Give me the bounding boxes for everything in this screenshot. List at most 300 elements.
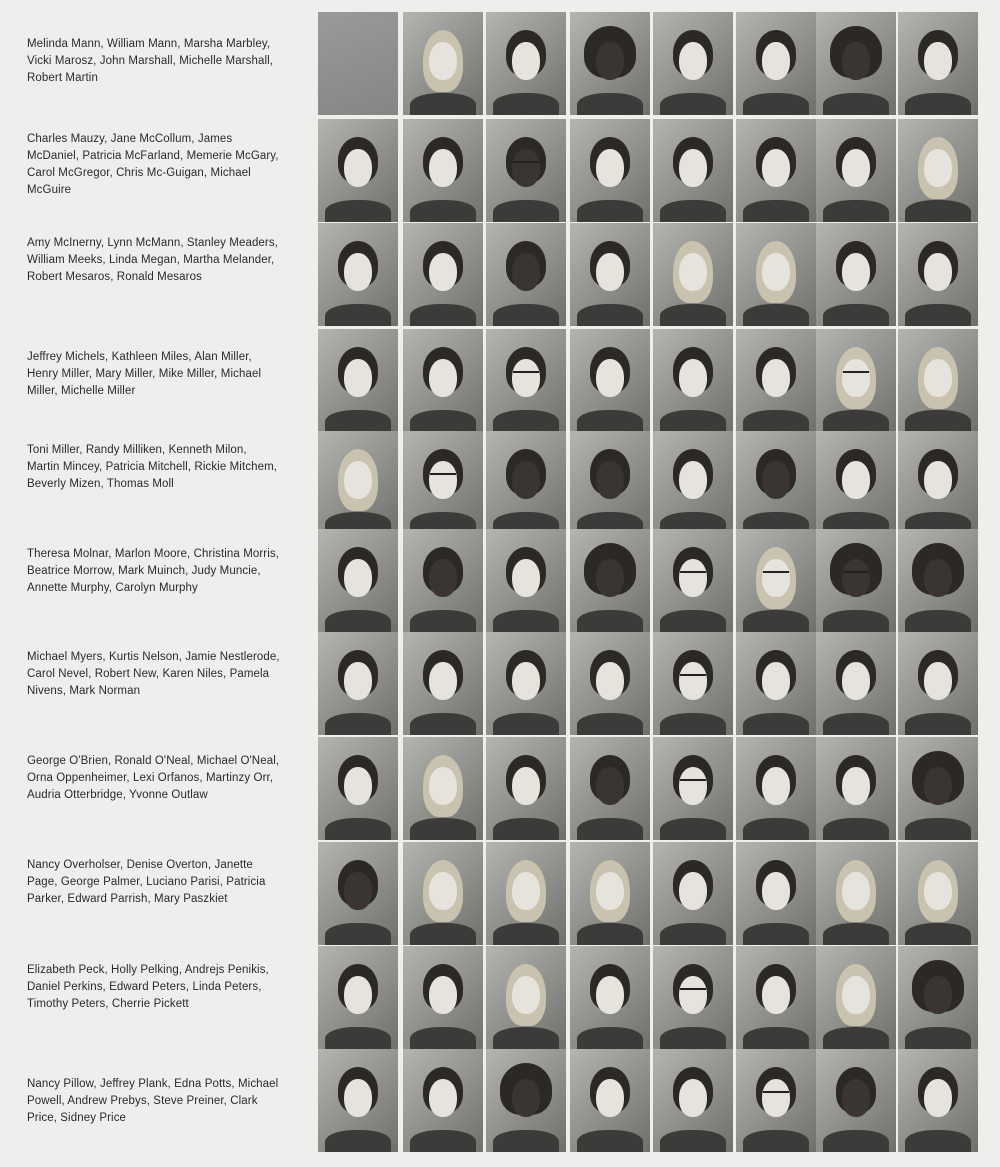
portrait-photo [736,737,816,840]
portrait-face [762,253,790,291]
portrait-face [512,149,540,187]
portrait-hair [506,449,546,495]
glasses-icon [680,988,706,995]
portrait-face [924,767,952,805]
glasses-icon [680,779,706,786]
portrait-clothing [743,304,809,326]
portrait-hair [590,137,630,183]
portrait-clothing [905,1027,971,1049]
portrait-hair [423,137,463,183]
portrait-face [344,872,372,910]
portrait-clothing [325,410,391,432]
portrait-clothing [325,304,391,326]
portrait-clothing [905,93,971,115]
portrait-clothing [660,1130,726,1152]
portrait-face [512,461,540,499]
portrait-hair [912,960,964,1012]
portrait-clothing [823,1130,889,1152]
glasses-icon [843,571,869,578]
portrait-photo [318,737,398,840]
portrait-photo [898,842,978,945]
portrait-photo [318,529,398,632]
portrait-hair [423,241,463,287]
caption-row-7: Michael Myers, Kurtis Nelson, Jamie Nestlerode, Carol Nevel, Robert New, Karen Niles, Pamela Nivens, Mark Norman [27,651,280,697]
portrait-clothing [493,1130,559,1152]
portrait-photo [816,737,896,840]
portrait-face [924,42,952,80]
portrait-face [429,359,457,397]
portrait-face [679,767,707,805]
portrait-photo [403,329,483,432]
portrait-photo [318,842,398,945]
portrait-photo [816,329,896,432]
portrait-clothing [410,304,476,326]
portrait-photo [653,632,733,735]
portrait-photo [570,946,650,1049]
portrait-hair [918,1067,958,1113]
portrait-clothing [493,93,559,115]
portrait-clothing [577,93,643,115]
portrait-hair [830,543,882,595]
portrait-clothing [577,410,643,432]
portrait-clothing [743,1027,809,1049]
portrait-hair [836,449,876,495]
portrait-hair [912,751,964,803]
caption-row-4: Jeffrey Michels, Kathleen Miles, Alan Miller, Henry Miller, Mary Miller, Mike Miller, Michael Miller, Michelle Miller [27,351,262,397]
portrait-photo [570,1049,650,1152]
portrait-hair [506,137,546,183]
caption-column [0,0,300,1167]
portrait-clothing [823,93,889,115]
portrait-hair [673,964,713,1010]
portrait-hair [338,137,378,183]
portrait-hair [338,860,378,906]
portrait-hair [338,449,378,511]
portrait-photo [898,223,978,326]
portrait-photo [486,1049,566,1152]
portrait-clothing [743,923,809,945]
portrait-face [679,976,707,1014]
portrait-clothing [905,200,971,222]
portrait-face [429,559,457,597]
portrait-face [762,42,790,80]
portrait-hair [756,964,796,1010]
portrait-face [842,559,870,597]
portrait-clothing [493,304,559,326]
portrait-clothing [743,818,809,840]
portrait-photo [736,946,816,1049]
portrait-face [842,1079,870,1117]
portrait-clothing [577,610,643,632]
glasses-icon [680,674,706,681]
portrait-clothing [823,610,889,632]
portrait-hair [756,650,796,696]
portrait-photo [570,737,650,840]
portrait-clothing [493,713,559,735]
portrait-hair [912,543,964,595]
portrait-photo [570,119,650,222]
portrait-photo [570,329,650,432]
portrait-clothing [493,200,559,222]
portrait-hair [836,964,876,1026]
portrait-hair [673,137,713,183]
portrait-photo [736,223,816,326]
portrait-hair [338,547,378,593]
portrait-hair [756,137,796,183]
portrait-photo [653,431,733,534]
portrait-hair [338,650,378,696]
portrait-face [596,461,624,499]
portrait-clothing [493,512,559,534]
portrait-hair [590,347,630,393]
portrait-face [512,662,540,700]
portrait-face [429,42,457,80]
portrait-face [596,1079,624,1117]
portrait-hair [836,347,876,409]
portrait-clothing [823,1027,889,1049]
portrait-photo [653,842,733,945]
portrait-photo [898,529,978,632]
portrait-face [344,662,372,700]
portrait-hair [500,1063,552,1115]
portrait-photo [486,329,566,432]
portrait-clothing [660,410,726,432]
portrait-face [924,976,952,1014]
portrait-hair [423,547,463,593]
portrait-clothing [905,923,971,945]
portrait-face [842,359,870,397]
portrait-clothing [823,410,889,432]
portrait-photo [898,12,978,115]
portrait-face [344,359,372,397]
portrait-face [762,662,790,700]
portrait-clothing [905,818,971,840]
portrait-clothing [410,410,476,432]
portrait-hair [423,755,463,817]
portrait-clothing [905,610,971,632]
portrait-hair [423,347,463,393]
portrait-hair [590,241,630,287]
glasses-icon [430,473,456,480]
glasses-icon [513,371,539,378]
portrait-face [924,461,952,499]
portrait-hair [590,1067,630,1113]
portrait-photo [736,1049,816,1152]
portrait-photo [736,529,816,632]
portrait-clothing [905,1130,971,1152]
portrait-face [429,149,457,187]
portrait-hair [423,860,463,922]
portrait-hair [423,964,463,1010]
portrait-hair [506,755,546,801]
portrait-hair [584,26,636,78]
portrait-face [596,559,624,597]
portrait-clothing [410,1130,476,1152]
portrait-photo [570,12,650,115]
portrait-face [679,461,707,499]
portrait-hair [673,347,713,393]
portrait-clothing [743,1130,809,1152]
portrait-photo [486,119,566,222]
portrait-face [762,872,790,910]
portrait-hair [423,650,463,696]
portrait-photo [898,1049,978,1152]
portrait-photo [898,119,978,222]
portrait-clothing [577,304,643,326]
portrait-face [762,767,790,805]
portrait-clothing [577,512,643,534]
portrait-face [679,359,707,397]
portrait-clothing [410,923,476,945]
portrait-hair [338,964,378,1010]
portrait-hair [673,241,713,303]
portrait-face [924,662,952,700]
portrait-face [842,767,870,805]
portrait-hair [423,30,463,92]
portrait-photo [816,12,896,115]
portrait-clothing [577,200,643,222]
portrait-photo [403,529,483,632]
portrait-face [429,662,457,700]
portrait-photo [318,329,398,432]
portrait-clothing [410,93,476,115]
portrait-clothing [577,1130,643,1152]
portrait-clothing [493,610,559,632]
portrait-photo [403,12,483,115]
portrait-face [344,149,372,187]
portrait-hair [506,241,546,287]
portrait-hair [673,30,713,76]
caption-row-8: George O'Brien, Ronald O'Neal, Michael O'Neal, Orna Oppenheimer, Lexi Orfanos, Martinzy Orr, Audria Otterbridge, Yvonne Outlaw [27,755,280,801]
portrait-photo [318,431,398,534]
portrait-clothing [823,304,889,326]
portrait-hair [590,650,630,696]
portrait-hair [590,755,630,801]
portrait-face [512,872,540,910]
portrait-hair [756,30,796,76]
portrait-clothing [577,1027,643,1049]
glasses-icon [763,1091,789,1098]
portrait-face [429,976,457,1014]
portrait-face [924,149,952,187]
portrait-photo [486,842,566,945]
portrait-photo [318,946,398,1049]
portrait-clothing [823,923,889,945]
portrait-photo [486,431,566,534]
portrait-photo [318,223,398,326]
caption-row-6: Theresa Molnar, Marlon Moore, Christina Morris, Beatrice Morrow, Mark Muinch, Judy Muncie, Annette Murphy, Carolyn Murphy [27,548,280,594]
portrait-face [842,42,870,80]
portrait-clothing [410,713,476,735]
portrait-hair [673,1067,713,1113]
portrait-hair [830,26,882,78]
portrait-hair [338,755,378,801]
portrait-face [924,359,952,397]
portrait-face [596,359,624,397]
portrait-hair [673,650,713,696]
portrait-clothing [493,1027,559,1049]
portrait-hair [918,347,958,409]
portrait-hair [506,347,546,393]
glasses-icon [513,161,539,168]
portrait-hair [338,347,378,393]
portrait-clothing [493,818,559,840]
portrait-face [596,976,624,1014]
portrait-face [344,767,372,805]
caption-row-5: Toni Miller, Randy Milliken, Kenneth Milon, Martin Mincey, Patricia Mitchell, Rickie Mitchem, Beverly Mizen, Thomas Moll [27,444,278,490]
portrait-hair [918,650,958,696]
portrait-hair [836,755,876,801]
portrait-face [429,461,457,499]
portrait-photo [816,842,896,945]
portrait-clothing [325,610,391,632]
portrait-clothing [410,200,476,222]
portrait-clothing [410,610,476,632]
portrait-face [924,1079,952,1117]
portrait-face [762,1079,790,1117]
portrait-photo [486,529,566,632]
portrait-clothing [660,923,726,945]
portrait-photo [816,223,896,326]
portrait-face [512,359,540,397]
portrait-photo [898,737,978,840]
portrait-photo [318,1049,398,1152]
portrait-hair [506,547,546,593]
portrait-face [429,767,457,805]
portrait-photo [486,946,566,1049]
portrait-face [596,872,624,910]
portrait-face [512,976,540,1014]
portrait-hair [338,241,378,287]
portrait-hair [756,241,796,303]
portrait-photo [570,529,650,632]
portrait-face [596,767,624,805]
portrait-hair [506,30,546,76]
portrait-hair [584,543,636,595]
portrait-face [344,253,372,291]
portrait-clothing [905,512,971,534]
portrait-clothing [325,1130,391,1152]
portrait-face [512,253,540,291]
portrait-hair [673,547,713,593]
portrait-hair [836,650,876,696]
portrait-face [762,976,790,1014]
portrait-hair [836,137,876,183]
portrait-photo [736,12,816,115]
portrait-hair [918,241,958,287]
portrait-clothing [325,923,391,945]
portrait-hair [756,755,796,801]
portrait-photo [570,431,650,534]
portrait-photo [898,329,978,432]
portrait-hair [423,449,463,495]
portrait-clothing [823,713,889,735]
portrait-face [842,253,870,291]
portrait-hair [506,650,546,696]
portrait-photo [486,223,566,326]
caption-row-9: Nancy Overholser, Denise Overton, Janette Page, George Palmer, Luciano Parisi, Patricia Parker, Edward Parrish, Mary Paszkiet [27,859,266,905]
portrait-photo [898,431,978,534]
portrait-photo [816,431,896,534]
portrait-clothing [660,713,726,735]
caption-row-1: Melinda Mann, William Mann, Marsha Marbley, Vicki Marosz, John Marshall, Michelle Marshall, Robert Martin [27,38,274,84]
portrait-face [842,976,870,1014]
portrait-photo [898,632,978,735]
portrait-clothing [577,713,643,735]
glasses-icon [843,371,869,378]
portrait-photo [816,1049,896,1152]
portrait-clothing [577,923,643,945]
portrait-photo [653,119,733,222]
portrait-face [679,559,707,597]
portrait-face [762,359,790,397]
glasses-icon [680,571,706,578]
portrait-clothing [325,818,391,840]
portrait-photo [403,632,483,735]
portrait-photo [403,223,483,326]
portrait-face [762,559,790,597]
portrait-face [512,559,540,597]
portrait-clothing [577,818,643,840]
portrait-photo [570,632,650,735]
portrait-clothing [743,713,809,735]
portrait-photo [736,431,816,534]
caption-row-11: Nancy Pillow, Jeffrey Plank, Edna Potts, Michael Powell, Andrew Prebys, Steve Preiner, Clark Price, Sidney Price [27,1078,279,1124]
portrait-clothing [660,304,726,326]
portrait-photo [318,119,398,222]
portrait-face [679,662,707,700]
portrait-clothing [493,410,559,432]
caption-row-2: Charles Mauzy, Jane McCollum, James McDaniel, Patricia McFarland, Memerie McGary, Carol McGregor, Chris Mc-Guigan, Michael McGuire [27,133,279,196]
portrait-clothing [743,93,809,115]
portrait-photo [570,223,650,326]
portrait-face [679,253,707,291]
portrait-clothing [410,818,476,840]
portrait-hair [756,1067,796,1113]
portrait-photo [570,842,650,945]
portrait-photo [736,842,816,945]
portrait-photo [486,737,566,840]
portrait-hair [338,1067,378,1113]
portrait-photo [653,737,733,840]
portrait-clothing [660,93,726,115]
portrait-face [344,1079,372,1117]
portrait-clothing [743,410,809,432]
portrait-photo [403,119,483,222]
portrait-clothing [743,512,809,534]
portrait-photo [653,329,733,432]
portrait-photo [403,431,483,534]
portrait-face [762,149,790,187]
portrait-clothing [823,512,889,534]
portrait-hair [756,449,796,495]
portrait-face [429,253,457,291]
portrait-photo [816,119,896,222]
portrait-clothing [660,200,726,222]
portrait-hair [506,860,546,922]
portrait-hair [756,860,796,906]
glasses-icon [763,571,789,578]
portrait-photo [898,946,978,1049]
portrait-clothing [743,200,809,222]
portrait-photo [816,946,896,1049]
portrait-face [924,872,952,910]
portrait-photo [736,632,816,735]
portrait-hair [836,1067,876,1113]
portrait-hair [836,860,876,922]
portrait-photo [403,737,483,840]
portrait-face [842,461,870,499]
